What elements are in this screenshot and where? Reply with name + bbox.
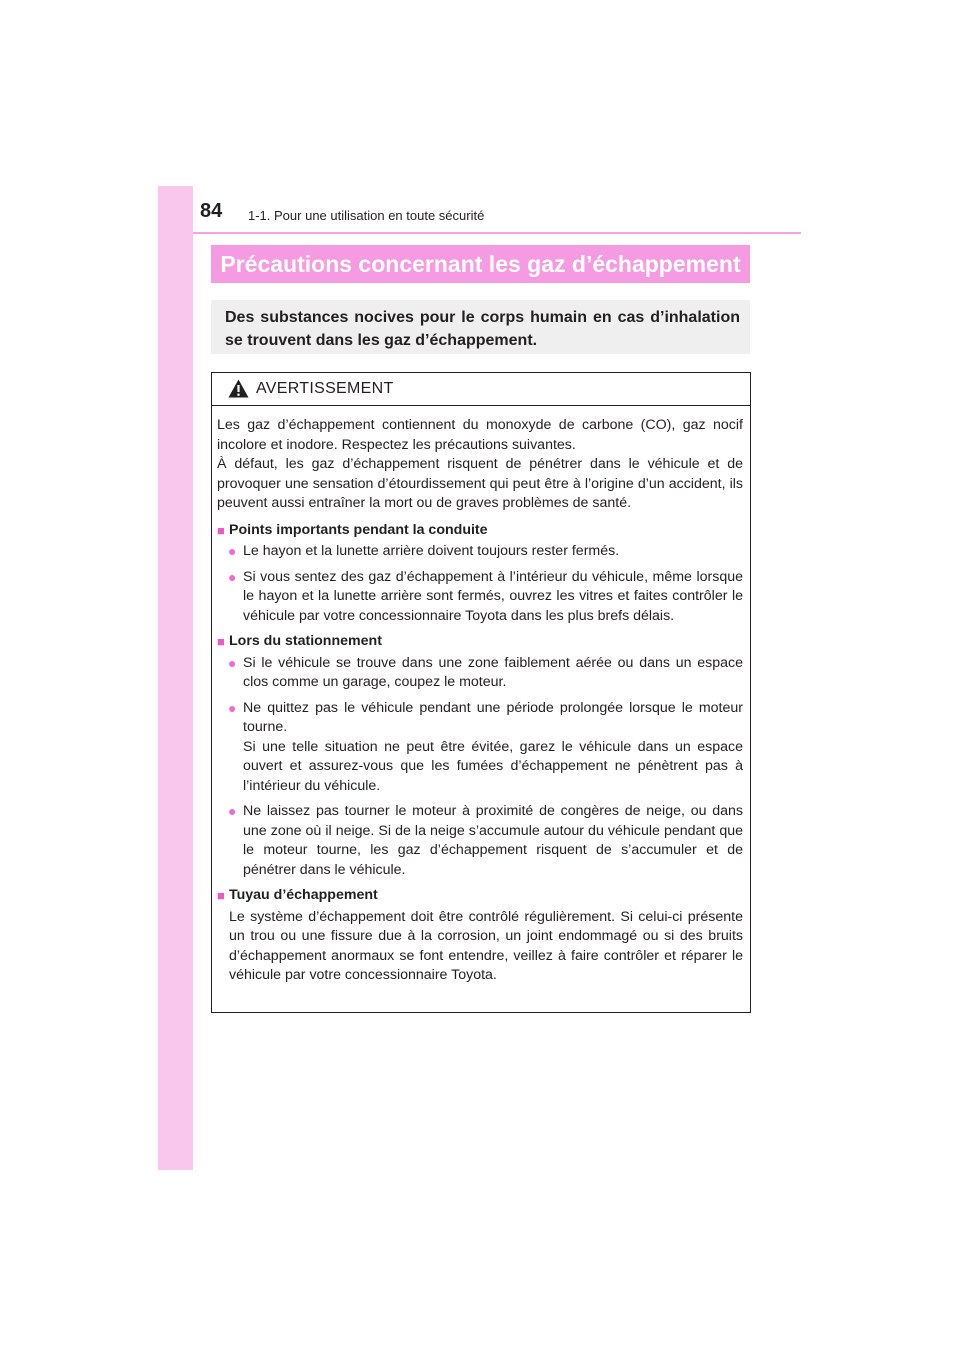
list-item [228,802,743,880]
list-item-text: Ne quittez pas le véhicule pendant une période prolongée lorsque le moteur tourne. [243,699,743,735]
exhaust-pipe-text: Le système d’échappement doit être contrôlé régulièrement. Si celui-ci présente un trou ou une fissure due à la corrosion, un joint endommagé ou si des bruits d’échappement anormaux se font entendre, veillez à faire contrôler et réparer le véhicule par votre concessionnaire Toyota. [229,908,743,983]
intro-text: Des substances nocives pour le corps humain en cas d’inhalation se trouvent dans les gaz d’échappement. [225,309,740,349]
list-item [228,699,743,797]
page-title: Précautions concernant les gaz d’échappement [211,245,750,283]
list-item [228,654,743,693]
list-item [228,542,743,562]
warning-box [211,372,751,1013]
subheading-exhaust-pipe [217,886,743,906]
side-color-strip [158,186,193,1170]
circle-bullet-icon: ● [228,543,237,559]
warning-paragraph-2: À défaut, les gaz d’échappement risquent de pénétrer dans le véhicule et de provoquer une sensation d’étourdissement qui peut être à l’origine d’un accident, ils peuvent aussi entraîner la mort ou de graves problèmes de santé. [217,456,743,511]
subheading-driving [217,521,743,541]
list-item-text: Si le véhicule se trouve dans une zone faiblement aérée ou dans un espace clos comme un garage, coupez le moteur. [243,654,743,690]
list-item-text: Si une telle situation ne peut être évitée, garez le véhicule dans un espace ouvert et assurez-vous que les fumées d’échappement ne pénètrent pas à l’intérieur du véhicule. [243,738,743,794]
square-bullet-icon: ■ [217,522,225,538]
warning-paragraph-1: Les gaz d’échappement contiennent du monoxyde de carbone (CO), gaz nocif incolore et inodore. Respectez les précautions suivantes. [217,417,743,453]
subheading-text: Lors du stationnement [229,633,382,649]
subheading-parking [217,632,743,652]
warning-title: AVERTISSEMENT [256,380,394,397]
subheading-text: Tuyau d’échappement [229,887,378,903]
circle-bullet-icon: ● [228,654,237,671]
warning-body [212,406,750,986]
warning-header [212,373,750,406]
list-item-text: Si vous sentez des gaz d’échappement à l’intérieur du véhicule, même lorsque le hayon et la lunette arrière sont fermés, ouvrez les vitres et faites contrôler le véhicule par votre concessionnaire Toyota dans les plus brefs délais. [243,568,743,624]
circle-bullet-icon: ● [228,699,237,716]
list-item [228,568,743,627]
intro-box [211,300,750,354]
square-bullet-icon: ■ [217,634,225,649]
section-title: 1-1. Pour une utilisation en toute sécurité [248,208,485,223]
warning-paragraph [217,416,743,514]
list-item-text: Le hayon et la lunette arrière doivent toujours rester fermés. [243,543,620,559]
circle-bullet-icon: ● [228,803,237,819]
list-item-text: Ne laissez pas tourner le moteur à proximité de congères de neige, ou dans une zone où il neige. Si de la neige s’accumule autour du véhicule pendant que le moteur tourne, les gaz d’échappement risquent de s’accumuler et de pénétrer dans le véhicule. [243,803,743,878]
subheading-text: Points importants pendant la conduite [229,521,488,538]
page-number: 84 [200,200,223,222]
square-bullet-icon: ■ [217,888,225,903]
list-item-text-group [243,699,743,797]
warning-triangle-icon [228,379,249,398]
header-rule [193,232,801,234]
circle-bullet-icon: ● [228,568,237,585]
